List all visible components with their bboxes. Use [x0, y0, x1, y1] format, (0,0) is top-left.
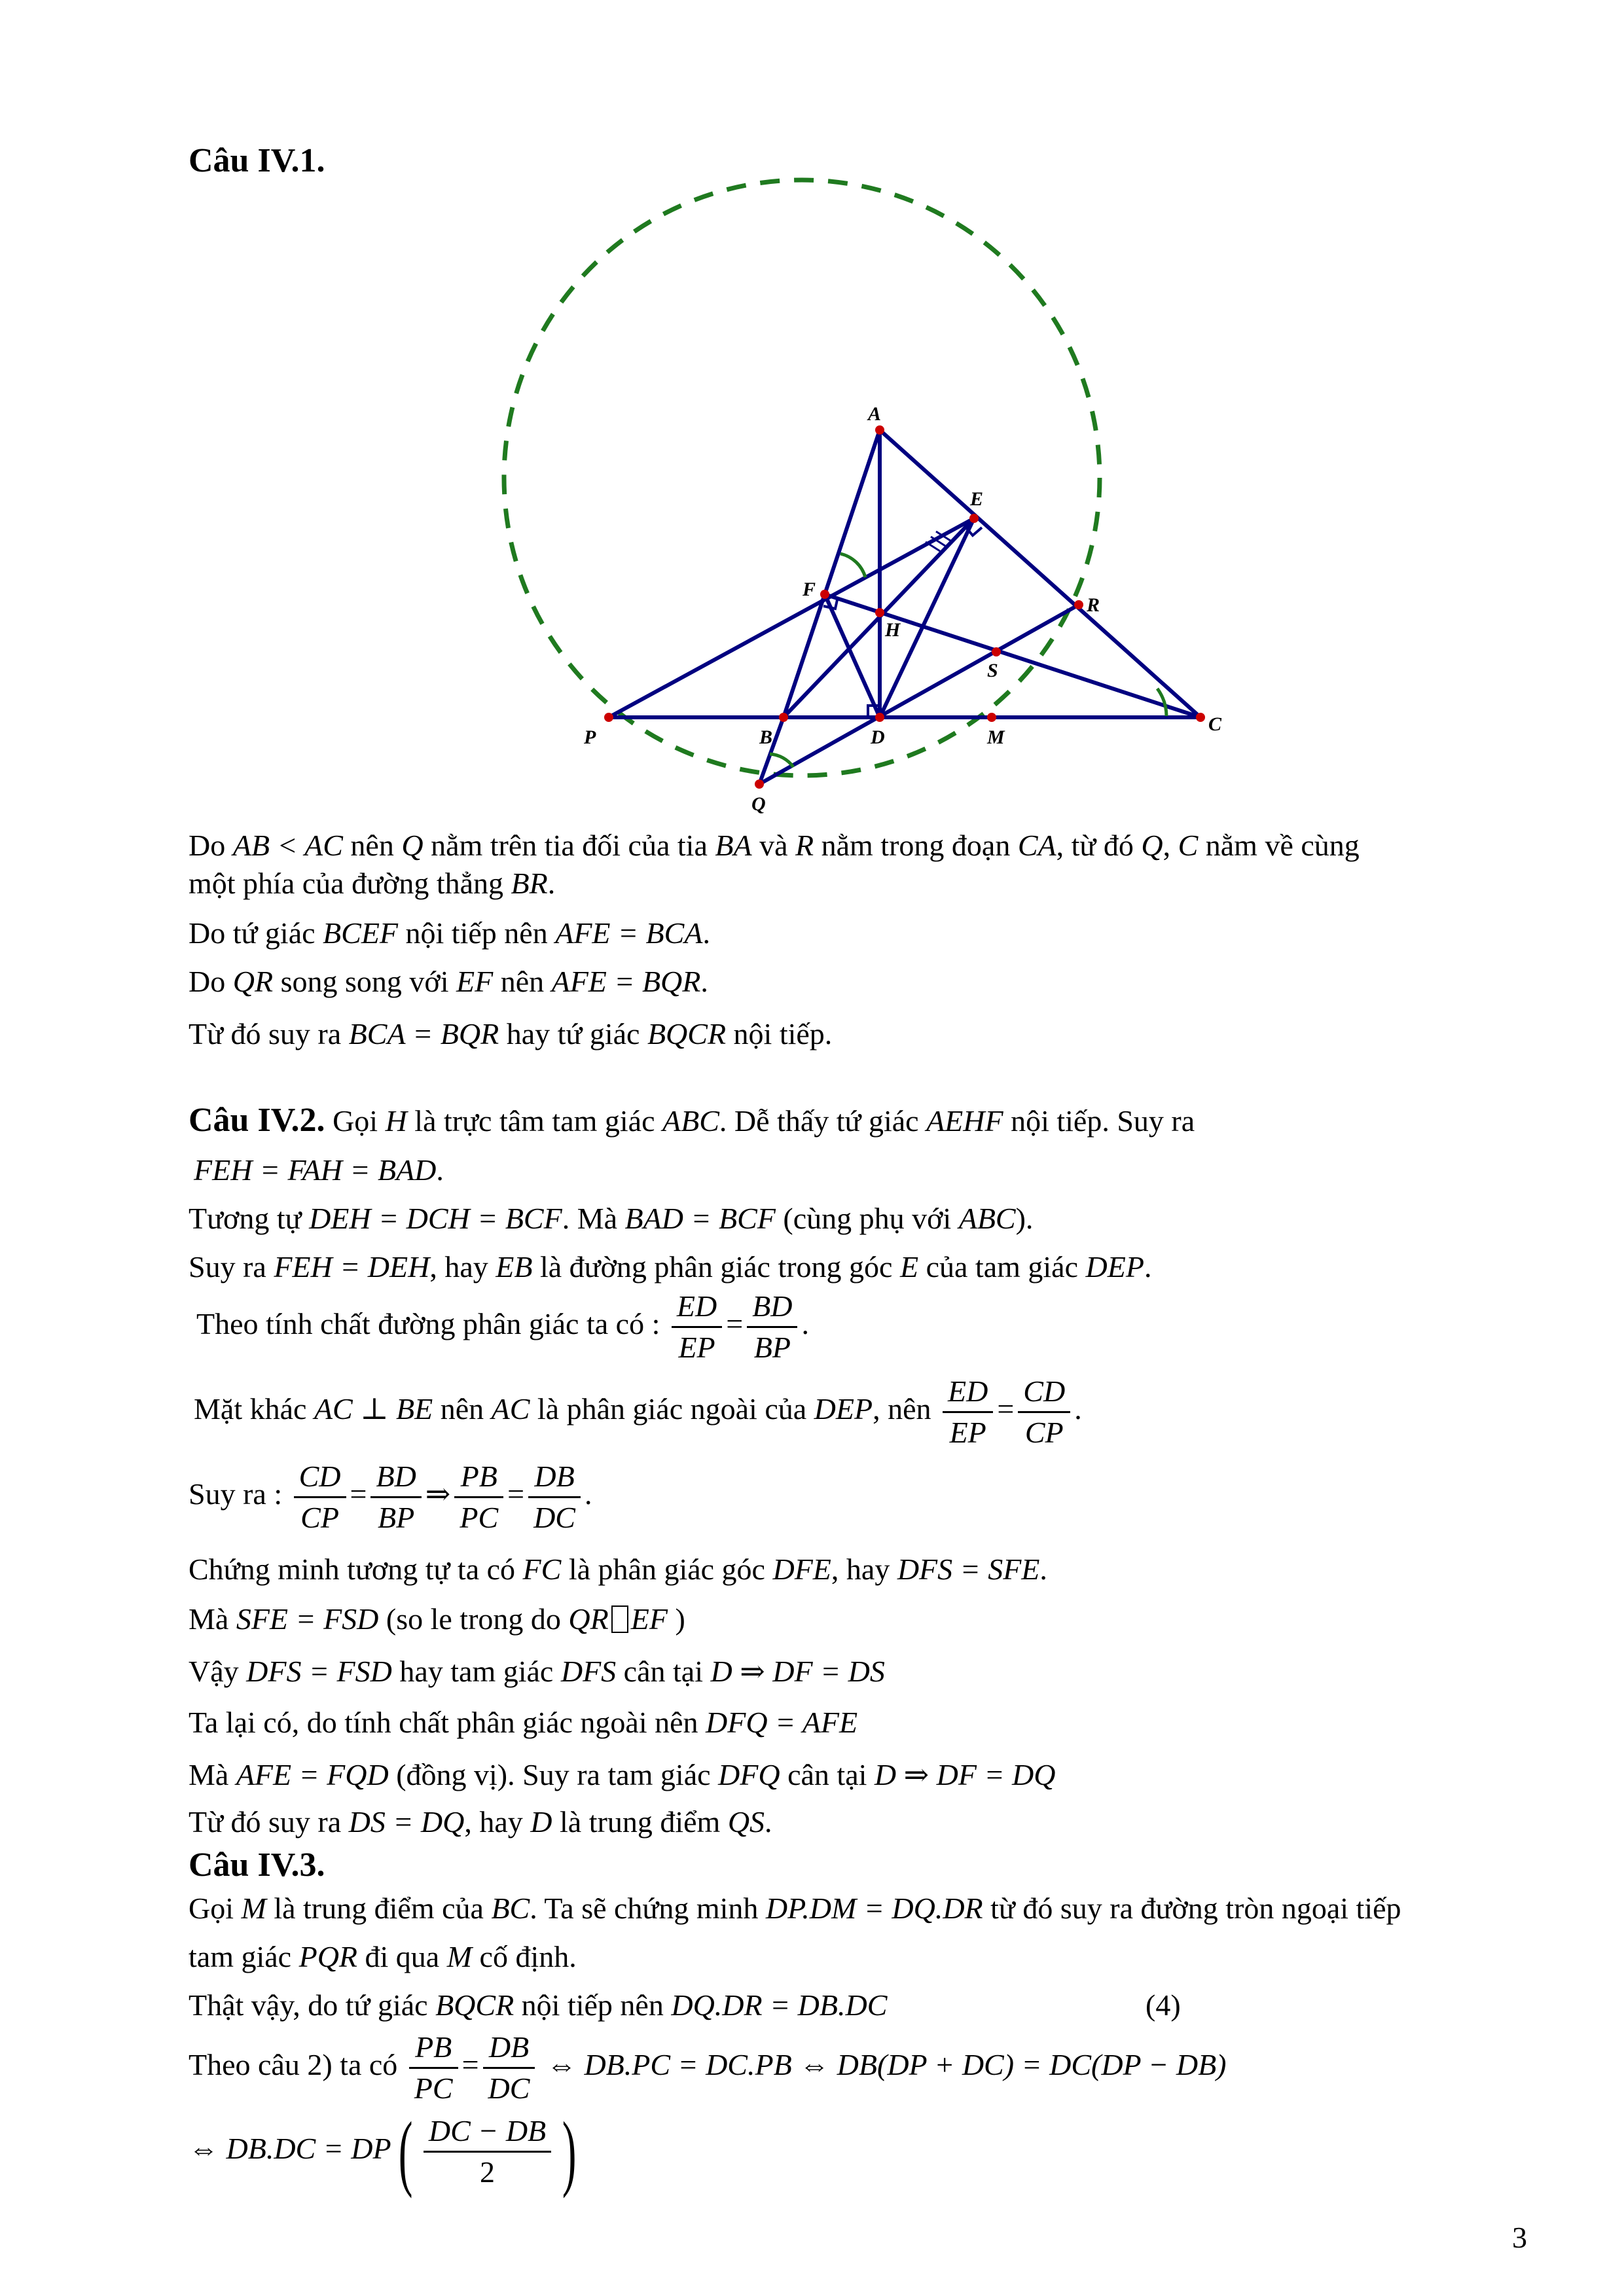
parallel-symbol — [611, 1605, 628, 1633]
point-c-dot — [1196, 713, 1205, 722]
section-title-iv2: Câu IV.2. — [189, 1102, 325, 1139]
label-r: R — [1087, 594, 1100, 616]
point-m-dot — [987, 713, 996, 722]
point-a-dot — [875, 425, 884, 435]
point-d-dot — [875, 713, 884, 722]
label-b: B — [759, 726, 773, 748]
point-b-dot — [779, 713, 788, 722]
s3-line-2: tam giác PQR đi qua M cố định. — [189, 1940, 577, 1973]
segment-fd — [825, 594, 880, 717]
s2-line-11: Ta lại có, do tính chất phân giác ngoài nên DFQ = AFE — [189, 1706, 858, 1739]
point-f-dot — [820, 590, 829, 599]
segment-ac — [880, 430, 1200, 717]
fraction-dc-db-2: $\frac{DC - DB}{2}$ — [424, 2111, 551, 2192]
s2-line-7: Suy ra : $\frac{CD}{CP}$ = $\frac{BD}{BP}$ ⇒ $\frac{PB}{PC}$ = $\frac{DB}{DC}$ . — [189, 1457, 592, 1537]
s3-line-4: Theo câu 2) ta có $\frac{PB}{PC}$ = $\frac{DB}{DC}$ ⇔ DB.PC = DC.PB ⇔ DB(DP + DC) = DC(DP − DB) — [189, 2028, 1227, 2108]
s1-line-1: Do AB < AC nên Q nằm trên tia đối của tia BA và R nằm trong đoạn CA, từ đó Q, C nằm về cùng — [189, 829, 1360, 862]
label-q: Q — [751, 793, 766, 815]
geometry-figure — [0, 0, 1624, 851]
label-s: S — [987, 660, 998, 681]
fraction-ed-ep: $\frac{ED}{EP}$ — [672, 1287, 722, 1367]
s2-line-1: Câu IV.2. Gọi H là trực tâm tam giác ABC. Dễ thấy tứ giác AEHF nội tiếp. Suy ra — [189, 1102, 1195, 1139]
equation-number-4: (4) — [1146, 1988, 1181, 2022]
s2-line-5: Theo tính chất đường phân giác ta có : $\frac{ED}{EP}$ = $\frac{BD}{BP}$ . — [196, 1287, 809, 1367]
tick-mark-1 — [926, 542, 940, 551]
point-q-dot — [755, 780, 764, 789]
fraction-bd-bp: $\frac{BD}{BP}$ — [747, 1287, 797, 1367]
label-e: E — [970, 488, 984, 510]
s3-line-1: Gọi M là trung điểm của BC. Ta sẽ chứng minh DP.DM = DQ.DR từ đó suy ra đường tròn ngoại tiếp — [189, 1892, 1401, 1925]
fraction-db-dc-2: $\frac{DB}{DC}$ — [483, 2028, 535, 2108]
label-d: D — [871, 726, 885, 748]
segment-pe — [609, 518, 974, 717]
s2-line-4: Suy ra FEH = DEH, hay EB là đường phân giác trong góc E của tam giác DEP. — [189, 1250, 1152, 1283]
s1-line-3: Do tứ giác BCEF nội tiếp nên AFE = BCA. — [189, 916, 710, 950]
point-h-dot — [875, 608, 884, 617]
circumcircle-pqr — [504, 180, 1100, 776]
fraction-pb-pc-2: $\frac{PB}{PC}$ — [409, 2028, 458, 2108]
s2-line-9: Mà SFE = FSD (so le trong do QR EF ) — [189, 1602, 685, 1636]
fraction-cd-cp: $\frac{CD}{CP}$ — [1018, 1372, 1070, 1452]
fraction-db-dc: $\frac{DB}{DC}$ — [528, 1457, 581, 1537]
s1-line-5: Từ đó suy ra BCA = BQR hay tứ giác BQCR nội tiếp. — [189, 1017, 833, 1050]
s2-line-2: FEH = FAH = BAD. — [194, 1153, 444, 1187]
s2-line-6: Mặt khác AC ⊥ BE nên AC là phân giác ngoài của DEP, nên $\frac{ED}{EP}$ = $\frac{CD}{CP}$ . — [194, 1372, 1082, 1452]
s2-line-10: Vậy DFS = FSD hay tam giác DFS cân tại D ⇒ DF = DS — [189, 1655, 885, 1688]
section-title-iv1: Câu IV.1. — [189, 142, 325, 179]
s3-line-5: ⇔ DB.DC = DP( $\frac{DC - DB}{2}$ ) — [189, 2104, 577, 2199]
fraction-bd-bp-2: $\frac{BD}{BP}$ — [370, 1457, 421, 1537]
label-f: F — [803, 579, 816, 600]
point-s-dot — [992, 647, 1001, 656]
s1-line-2: một phía của đường thẳng BR. — [189, 867, 556, 900]
angle-arc-f — [840, 554, 865, 577]
s2-line-12: Mà AFE = FQD (đồng vị). Suy ra tam giác DFQ cân tại D ⇒ DF = DQ — [189, 1758, 1056, 1791]
s2-line-3: Tương tự DEH = DCH = BCF. Mà BAD = BCF (cùng phụ với ABC). — [189, 1202, 1034, 1235]
fraction-ed-ep-2: $\frac{ED}{EP}$ — [943, 1372, 993, 1452]
page-number: 3 — [1512, 2221, 1527, 2254]
s2-line-8: Chứng minh tương tự ta có FC là phân giác góc DFE, hay DFS = SFE. — [189, 1552, 1047, 1586]
point-e-dot — [969, 514, 979, 523]
s1-line-4: Do QR song song với EF nên AFE = BQR. — [189, 965, 708, 998]
label-m: M — [987, 726, 1005, 748]
s3-line-3: Thật vậy, do tứ giác BQCR nội tiếp nên DQ.DR = DB.DC — [189, 1988, 888, 2022]
label-a: A — [868, 403, 882, 425]
s2-line-13: Từ đó suy ra DS = DQ, hay D là trung điểm QS. — [189, 1805, 772, 1839]
angle-arc-q — [770, 754, 793, 767]
label-c: C — [1208, 713, 1222, 735]
section-title-iv3: Câu IV.3. — [189, 1846, 325, 1884]
label-h: H — [885, 619, 901, 641]
point-p-dot — [604, 713, 613, 722]
label-p: P — [584, 726, 596, 748]
fraction-pb-pc: $\frac{PB}{PC}$ — [454, 1457, 503, 1537]
point-r-dot — [1074, 600, 1083, 609]
fraction-cd-cp-2: $\frac{CD}{CP}$ — [294, 1457, 346, 1537]
